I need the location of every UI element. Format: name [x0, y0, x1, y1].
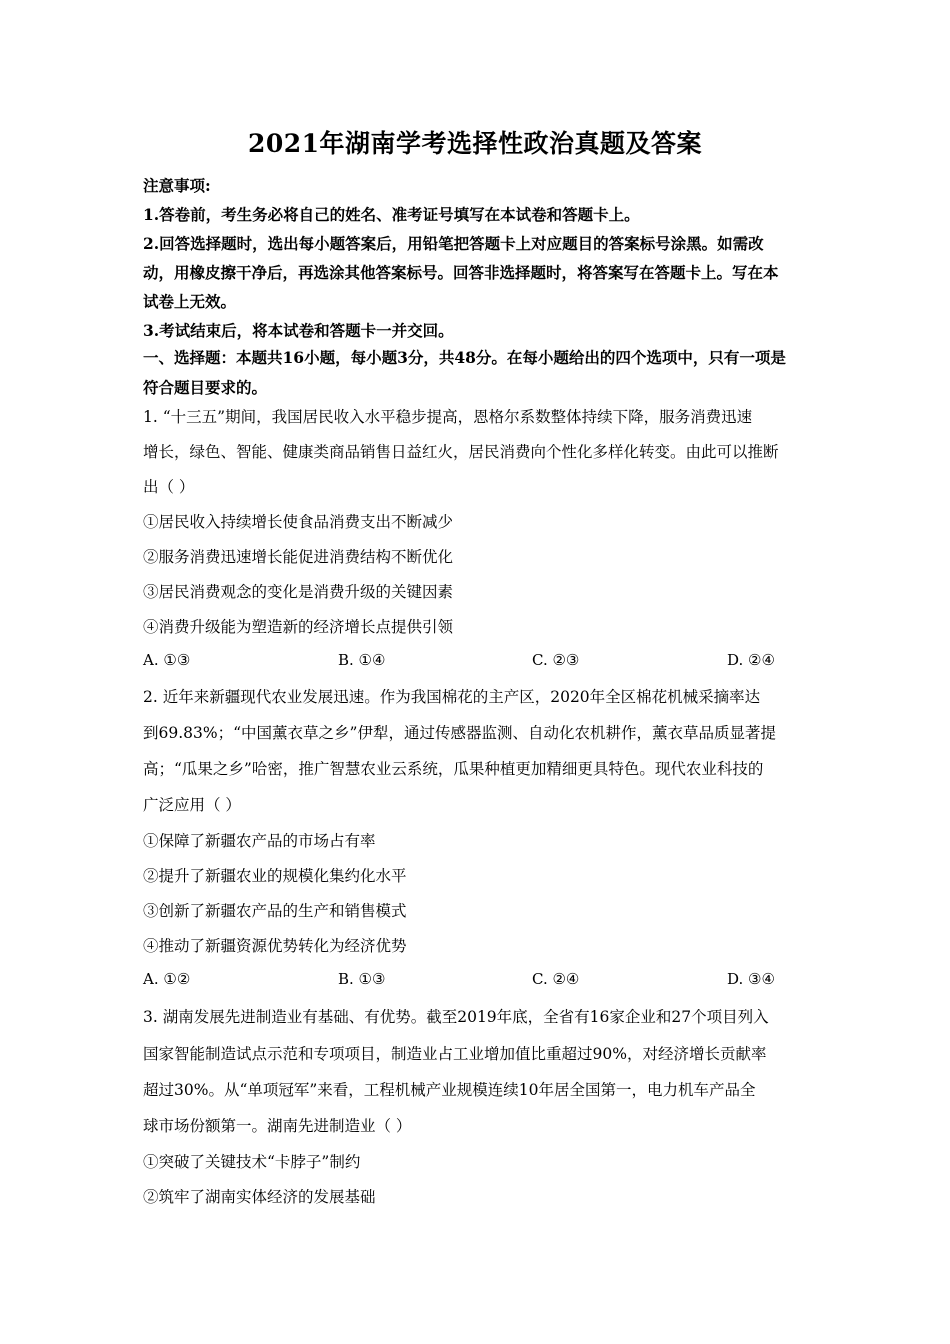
question-2-option-c: C. ②④	[532, 970, 580, 988]
notice-line: 试卷上无效。	[143, 292, 237, 311]
question-1-option-a: A. ①③	[143, 651, 191, 669]
question-2-item: ②提升了新疆农业的规模化集约化水平	[143, 867, 407, 885]
question-2-stem: 2. 近年来新疆现代农业发展迅速。作为我国棉花的主产区，2020年全区棉花机械采摘率达	[143, 688, 761, 706]
question-2-option-a: A. ①②	[143, 970, 191, 988]
question-1-item: ③居民消费观念的变化是消费升级的关键因素	[143, 583, 454, 601]
question-2-item: ③创新了新疆农产品的生产和销售模式	[143, 902, 407, 920]
section-heading: 符合题目要求的。	[143, 378, 268, 397]
question-2-option-d: D. ③④	[727, 970, 775, 988]
question-1-option-b: B. ①④	[338, 651, 386, 669]
question-1-stem: 出（ ）	[143, 478, 195, 496]
notice-line: 动，用橡皮擦干净后，再选涂其他答案标号。回答非选择题时，将答案写在答题卡上。写在本	[143, 263, 779, 282]
question-2-option-b: B. ①③	[338, 970, 386, 988]
question-1-item: ④消费升级能为塑造新的经济增长点提供引领	[143, 618, 454, 636]
notice-heading: 注意事项:	[143, 176, 211, 195]
question-1-option-d: D. ②④	[727, 651, 775, 669]
notice-line: 3.考试结束后，将本试卷和答题卡一并交回。	[143, 321, 454, 340]
question-1-item: ②服务消费迅速增长能促进消费结构不断优化	[143, 548, 454, 566]
question-3-stem: 球市场份额第一。湖南先进制造业（ ）	[143, 1117, 412, 1135]
page-title: 2021年湖南学考选择性政治真题及答案	[247, 129, 703, 158]
question-3-item: ①突破了关键技术“卡脖子”制约	[143, 1153, 361, 1171]
question-2-stem: 高；“瓜果之乡”哈密，推广智慧农业云系统，瓜果种植更加精细更具特色。现代农业科技的	[143, 760, 764, 778]
question-3-stem: 国家智能制造试点示范和专项项目，制造业占工业增加值比重超过90%，对经济增长贡献率	[143, 1045, 767, 1063]
question-1-item: ①居民收入持续增长使食品消费支出不断减少	[143, 513, 454, 531]
question-2-item: ④推动了新疆资源优势转化为经济优势	[143, 937, 407, 955]
question-3-stem: 超过30%。从“单项冠军”来看，工程机械产业规模连续10年居全国第一，电力机车产品全	[143, 1081, 756, 1099]
question-3-item: ②筑牢了湖南实体经济的发展基础	[143, 1188, 376, 1206]
question-3-stem: 3. 湖南发展先进制造业有基础、有优势。截至2019年底，全省有16家企业和27个项目列入	[143, 1008, 769, 1026]
notice-line: 2.回答选择题时，选出每小题答案后，用铅笔把答题卡上对应题目的答案标号涂黑。如需改	[143, 234, 764, 253]
question-2-stem: 到69.83%；“中国薰衣草之乡”伊犁，通过传感器监测、自动化农机耕作，薰衣草品质显著提	[143, 724, 776, 742]
section-heading: 一、选择题：本题共16小题，每小题3分，共48分。在每小题给出的四个选项中，只有一项是	[143, 348, 786, 367]
question-1-option-c: C. ②③	[532, 651, 580, 669]
question-2-item: ①保障了新疆农产品的市场占有率	[143, 832, 376, 850]
question-1-stem: 增长，绿色、智能、健康类商品销售日益红火，居民消费向个性化多样化转变。由此可以推断	[143, 443, 779, 461]
question-1-stem: 1. “十三五”期间，我国居民收入水平稳步提高，恩格尔系数整体持续下降，服务消费迅速	[143, 408, 753, 426]
question-2-stem: 广泛应用（ ）	[143, 796, 241, 814]
notice-line: 1.答卷前，考生务必将自己的姓名、准考证号填写在本试卷和答题卡上。	[143, 205, 640, 224]
